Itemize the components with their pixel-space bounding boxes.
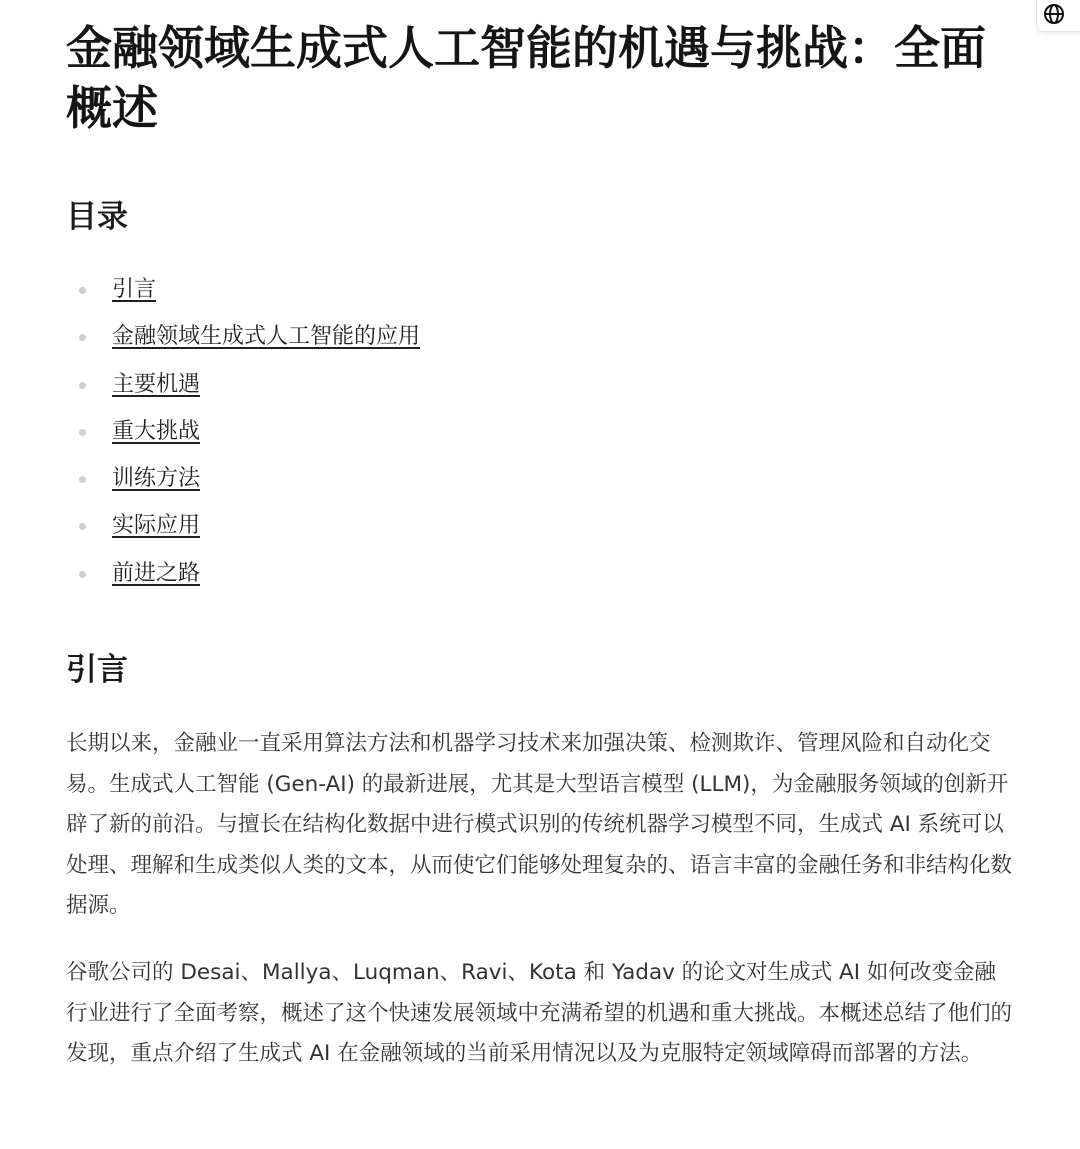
page-title: 金融领域生成式人工智能的机遇与挑战：全面概述: [66, 21, 986, 135]
toc-link-applications[interactable]: 金融领域生成式人工智能的应用: [112, 324, 421, 350]
toc-link-path-forward[interactable]: 前进之路: [112, 560, 201, 586]
section-heading-introduction: 引言: [66, 652, 128, 688]
globe-icon: [1043, 3, 1065, 25]
bullet-icon: [79, 287, 86, 294]
toc-link-practical-applications[interactable]: 实际应用: [112, 513, 201, 539]
toc-link-training-methods[interactable]: 训练方法: [112, 466, 201, 492]
bullet-icon: [79, 382, 86, 389]
bullet-icon: [79, 429, 86, 436]
bullet-icon: [79, 476, 86, 483]
toc-link-challenges[interactable]: 重大挑战: [112, 418, 201, 444]
intro-paragraph-1: 长期以来，金融业一直采用算法方法和机器学习技术来加强决策、检测欺诈、管理风险和自动化交易。生成式人工智能 (Gen-AI) 的最新进展，尤其是大型语言模型 (LLM)，为金融服务领域的创新开辟了新的前沿。与擅长在结构化数据中进行模式识别的传统机器学习模型不同，生成式 AI 系统可以处理、理解和生成类似人类的文本，从而使它们能够处理复杂的、语言丰富的金融任务和非结构化数据源。: [66, 731, 1013, 918]
bullet-icon: [79, 571, 86, 578]
bullet-icon: [79, 523, 86, 530]
toc-link-opportunities[interactable]: 主要机遇: [112, 371, 201, 397]
bullet-icon: [79, 334, 86, 341]
intro-paragraph-2: 谷歌公司的 Desai、Mallya、Luqman、Ravi、Kota 和 Yadav 的论文对生成式 AI 如何改变金融行业进行了全面考察，概述了这个快速发展领域中充满希望的机遇和重大挑战。本概述总结了他们的发现，重点介绍了生成式 AI 在金融领域的当前采用情况以及为克服特定领域障碍而部署的方法。: [66, 960, 1013, 1066]
language-button[interactable]: [1036, 0, 1080, 32]
toc-heading: 目录: [66, 199, 128, 235]
toc-link-introduction[interactable]: 引言: [112, 277, 157, 302]
